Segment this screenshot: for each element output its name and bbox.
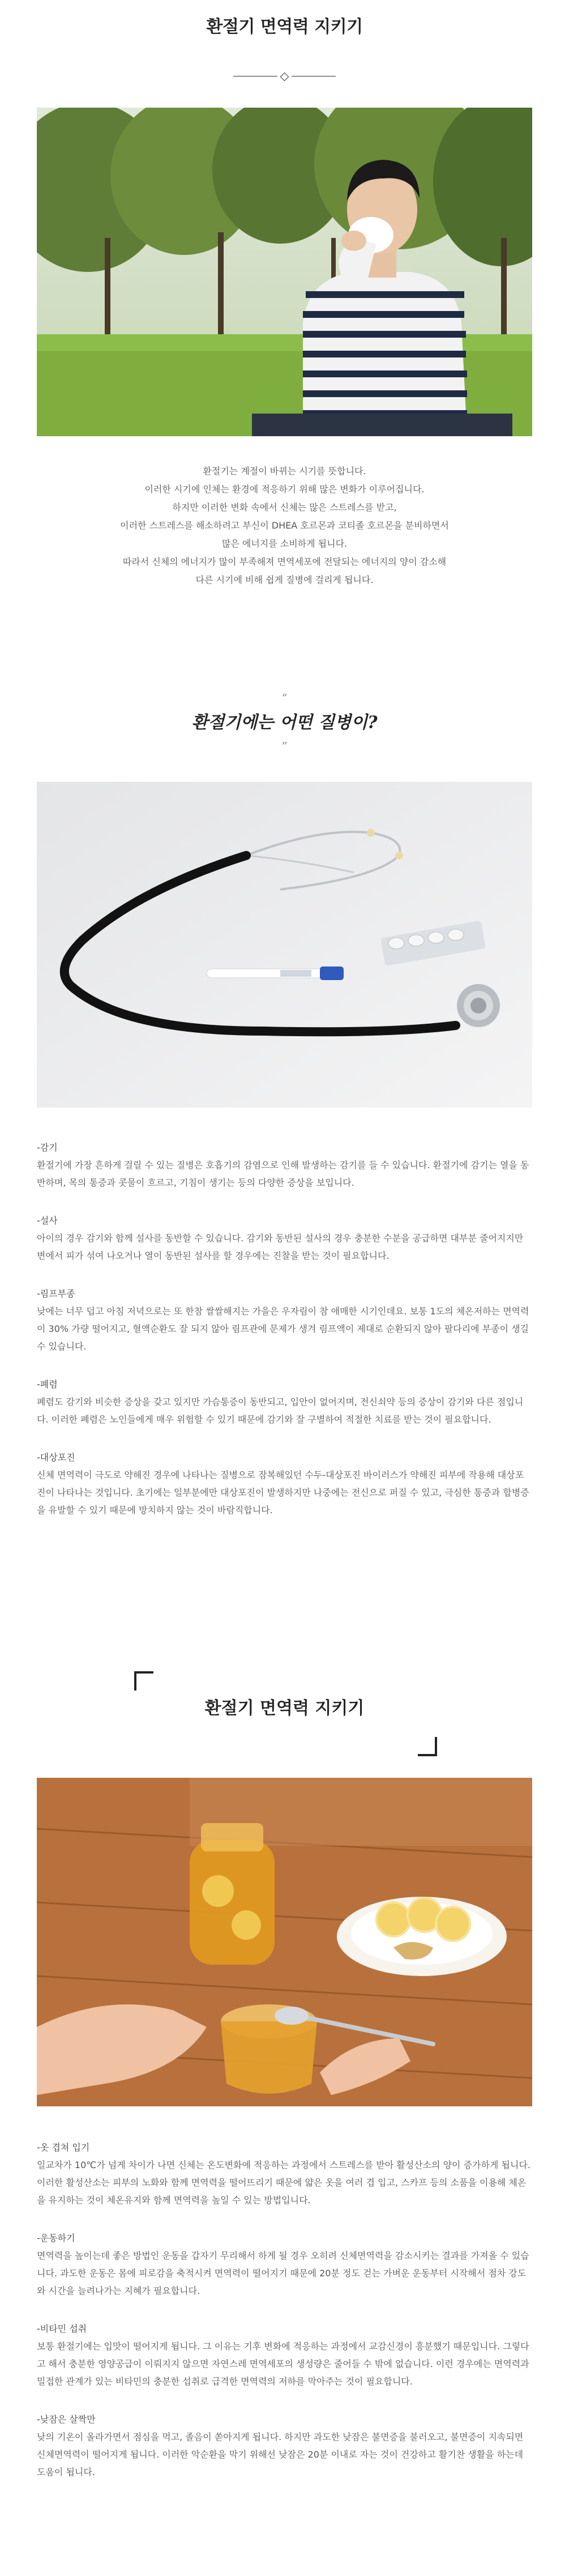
corner-bracket-bottom-right (418, 1737, 437, 1756)
list-item (37, 2229, 532, 2300)
diseases-list (37, 1139, 532, 1539)
disease-description: 폐렴도 감기와 비슷한 증상을 갖고 있지만 가슴통증이 동반되고, 입안이 없어지며, 전신쇠약 등의 증상이 감기와 다른 점입니다. 이러한 폐렴은 노인들에게 매우 위험할 수 있기 때문에 감기와 잘 구별하여 적절한 치료를 받는 것이 필요합니다. (37, 1396, 524, 1425)
intro-text (37, 462, 532, 589)
disease-heading: -폐렴 (37, 1379, 58, 1390)
intro-line: 환절기는 계절이 바뀌는 시기를 뜻합니다. (203, 466, 366, 476)
list-item (37, 1139, 532, 1191)
tips-list (37, 2139, 532, 2501)
tips-title: 환절기 면역력 지키기 (204, 1698, 365, 1718)
disease-description: 아이의 경우 감기와 함께 설사를 동반할 수 있습니다. 감기와 동반된 설사의 경우 충분한 수분을 공급하면 대부분 줄어지지만 변에서 피가 섞여 나오거나 열이 동반된 설사를 할 경우에는 진찰을 받는 것이 필요합니다. (37, 1233, 524, 1261)
close-quote-icon: ” (281, 739, 288, 753)
corner-bracket-top-left (134, 1671, 153, 1691)
disease-description: 낮에는 너무 덥고 아침 저녁으로는 또 한참 쌀쌀해지는 가을은 우자림이 참 애매한 시기인데요. 보통 1도의 체온저하는 면역력이 30% 가량 떨어지고, 혈액순환도 잘 되지 않아 림프관에 문제가 생겨 림프액이 제대로 순환되지 않아 팔다리에 부종이 생길 수 있습니다. (37, 1306, 529, 1352)
list-item (37, 1285, 532, 1355)
tip-heading: -낮잠은 살짝만 (37, 2414, 96, 2425)
tip-heading: -옷 겹쳐 입기 (37, 2142, 90, 2153)
list-item (37, 2411, 532, 2481)
stethoscope-illustration (37, 782, 532, 1108)
list-item (37, 2139, 532, 2209)
intro-line: 이러한 시기에 인체는 환경에 적응하기 위해 많은 변화가 이루어집니다. (144, 484, 425, 495)
tip-heading: -운동하기 (37, 2233, 75, 2243)
intro-line: 이러한 스트레스를 해소하려고 부신이 DHEA 호르몬과 코티졸 호르몬을 분비하면서 (120, 520, 449, 531)
sneezing-man-illustration (37, 108, 532, 436)
intro-line: 다른 시기에 비해 쉽게 질병에 걸리게 됩니다. (195, 574, 374, 585)
list-item (37, 2320, 532, 2390)
intro-line: 따라서 신체의 에너지가 많이 부족해져 면역세포에 전달되는 에너지의 양이 감소해 (122, 556, 447, 567)
disease-description: 환절기에 가장 흔하게 걸릴 수 있는 질병은 호흡기의 감염으로 인해 발생하는 감기를 들 수 있습니다. 환절기에 감기는 열을 동반하며, 목의 통증과 콧물이 흐르고, 기침이 생기는 등의 다양한 증상을 보입니다. (37, 1160, 529, 1188)
open-quote-icon: “ (281, 691, 288, 705)
tip-description: 면역력을 높이는데 좋은 방법인 운동을 갑자기 무리해서 하게 될 경우 오히려 신체면역력을 감소시키는 결과를 가져올 수 있습니다. 과도한 운동은 몸에 피로감을 축적시켜 면역력이 떨어지기 때문에 20분 정도 걷는 가벼운 운동부터 시작해서 점차 강도와 시간을 늘려나가는 지혜가 필요합니다. (37, 2250, 529, 2296)
tip-heading: -비타민 섭취 (37, 2323, 87, 2334)
title-divider (233, 73, 336, 80)
diamond-icon (280, 73, 289, 82)
honey-lemon-tea-illustration (37, 1778, 532, 2106)
tip-description: 보통 환절기에는 입맛이 떨어지게 됩니다. 그 이유는 기후 변화에 적응하는 과정에서 교감신경이 흥분했기 때문입니다. 그렇다고 해서 충분한 영양공급이 이뤄지지 않으면 자연스레 면역세포의 생성량은 줄어들 수 밖에 없습니다. 이런 경우에는 면역력과 밀접한 관계가 있는 비타민의 충분한 섭취로 급격한 면역력의 저하를 막아주는 것이 필요합니다. (37, 2341, 529, 2387)
photo-sneezing-man (37, 108, 532, 436)
photo-stethoscope (37, 782, 532, 1108)
tip-description: 일교차가 10℃가 넘게 차이가 나면 신체는 온도변화에 적응하는 과정에서 스트레스를 받아 활성산소의 양이 증가하게 됩니다. 이러한 활성산소는 피부의 노화와 함께 면역력을 떨어뜨리기 때문에 얇은 옷을 여러 겹 입고, 스카프 등의 소품을 이용해 체온을 유지하는 것이 체온유지와 함께 면역력을 높일 수 있는 방법입니다. (37, 2160, 531, 2205)
disease-heading: -설사 (37, 1215, 58, 1226)
page-title: 환절기 면역력 지키기 (206, 17, 363, 37)
disease-heading: -감기 (37, 1142, 58, 1153)
list-item (37, 1449, 532, 1519)
intro-line: 하지만 이러한 변화 속에서 신체는 많은 스트레스를 받고, (172, 502, 397, 513)
diseases-title: 환절기에는 어떤 질병이? (191, 713, 378, 733)
list-item (37, 1376, 532, 1428)
intro-line: 많은 에너지를 소비하게 됩니다. (221, 538, 348, 549)
list-item (37, 1212, 532, 1264)
disease-heading: -림프부종 (37, 1288, 75, 1299)
disease-description: 신체 면역력이 극도로 약해진 경우에 나타나는 질병으로 잠복해있던 수두-대상포진 바이러스가 약해진 피부에 작용해 대상포진이 나타나는 것입니다. 초기에는 일부분에만 대상포진이 발생하지만 나중에는 전신으로 퍼질 수 있고, 극심한 통증과 합병증을 유발할 수 있기 때문에 방치하지 않는 것이 바람직합니다. (37, 1470, 529, 1515)
disease-heading: -대상포진 (37, 1452, 75, 1463)
tip-description: 낮의 기온이 올라가면서 점심을 먹고, 졸음이 쏟아지게 됩니다. 하지만 과도한 낮잠은 불면증을 불러오고, 불면증이 지속되면 신체면역력이 떨어지게 됩니다. 이러한 악순환을 막기 위해선 낮잠은 20분 이내로 자는 것이 건강하고 활기찬 생활을 하는데 도움이 됩니다. (37, 2432, 524, 2477)
photo-honey-lemon-tea (37, 1778, 532, 2106)
